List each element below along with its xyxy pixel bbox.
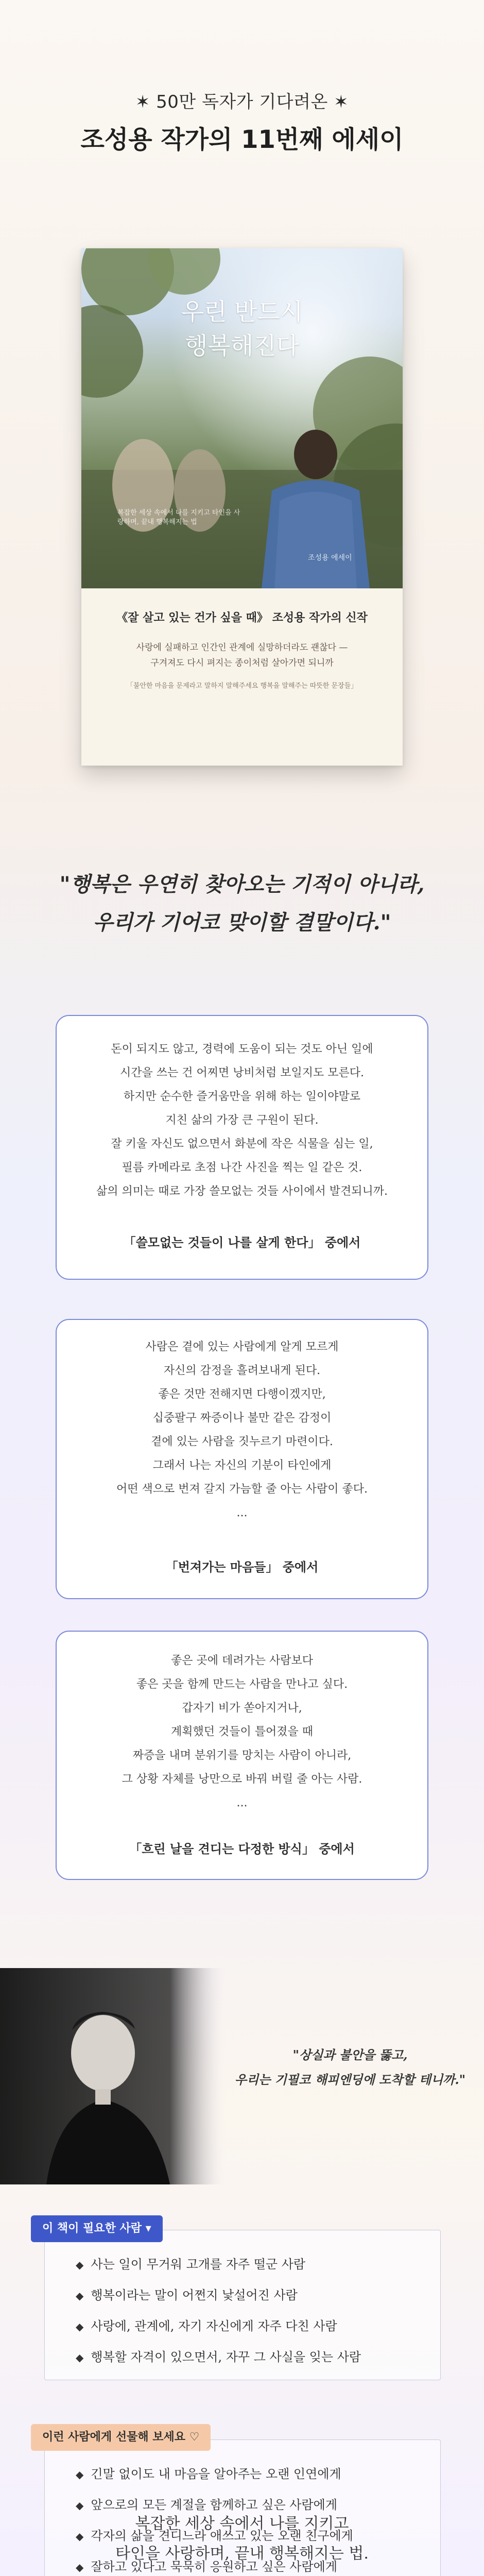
excerpt-2-source: 「번져가는 마음들」 중에서 bbox=[165, 1560, 319, 1574]
excerpt-line: 그 상황 자체를 낭만으로 바꿔 버릴 줄 아는 사람. bbox=[122, 1773, 362, 1786]
excerpt-card-3 bbox=[56, 1631, 428, 1880]
excerpt-line: 짜증을 내며 분위기를 망치는 사람이 아니라, bbox=[132, 1749, 352, 1762]
excerpt-line: 계획했던 것들이 틀어졌을 때 bbox=[170, 1725, 313, 1738]
excerpt-line: 좋은 곳에 데려가는 사람보다 bbox=[170, 1654, 313, 1667]
needs-tag: 이 책이 필요한 사람 ▾ bbox=[31, 2215, 163, 2242]
excerpt-line: 잘 키울 자신도 없으면서 화분에 작은 식물을 심는 일, bbox=[111, 1138, 373, 1150]
excerpt-card-2 bbox=[56, 1319, 428, 1599]
needs-item: ◆ 사랑에, 관계에, 자기 자신에게 자주 다친 사람 bbox=[76, 2319, 337, 2333]
excerpt-line: 사람은 곁에 있는 사람에게 알게 모르게 bbox=[145, 1341, 339, 1353]
diamond-icon: ◆ bbox=[76, 2259, 84, 2271]
excerpt-line: 자신의 감정을 흘려보내게 된다. bbox=[163, 1364, 321, 1377]
excerpt-line: ... bbox=[236, 1506, 248, 1519]
cover-blurb-title: 《잘 살고 있는 건가 싶을 때》 조성용 작가의 신작 bbox=[116, 611, 368, 624]
excerpt-line: 좋은 곳을 함께 만드는 사람을 만나고 싶다. bbox=[136, 1678, 348, 1691]
cover-blurb-line3: 「불안한 마음을 문제라고 말하지 말해주세요 행복을 말해주는 따뜻한 문장들」 bbox=[126, 682, 358, 690]
cover-small-text: 복잡한 세상 속에서 나를 지키고 타인을 사랑하며, 끝내 행복해지는 법 bbox=[117, 509, 240, 526]
excerpt-line: 그래서 나는 자신의 기분이 타인에게 bbox=[152, 1459, 332, 1472]
cover-photo bbox=[81, 248, 403, 588]
hero-quote-line2: 우리가 기어코 맞이할 결말이다." bbox=[93, 910, 391, 935]
excerpt-1-source: 「쓸모없는 것들이 나를 살게 한다」 중에서 bbox=[123, 1235, 361, 1250]
diamond-icon: ◆ bbox=[76, 2468, 84, 2481]
needs-item: ◆ 사는 일이 무거워 고개를 자주 떨군 사람 bbox=[76, 2257, 306, 2272]
excerpt-line: 삶의 의미는 때로 가장 쓸모없는 것들 사이에서 발견되니까. bbox=[96, 1185, 388, 1198]
excerpt-line: 시간을 쓰는 건 어찌면 낭비처럼 보일지도 모른다. bbox=[120, 1066, 364, 1079]
cover-author: 조성용 에세이 bbox=[308, 554, 352, 562]
headline: 조성용 작가의 11번째 에세이 bbox=[80, 125, 404, 154]
excerpt-line: ... bbox=[236, 1797, 248, 1809]
excerpt-line: 하지만 순수한 즐거움만을 위해 하는 일이야말로 bbox=[123, 1090, 360, 1103]
excerpt-line: 어떤 색으로 번져 갈지 가늠할 줄 아는 사람이 좋다. bbox=[116, 1483, 368, 1496]
excerpt-line: 필름 카메라로 초점 나간 사진을 찍는 일 같은 것. bbox=[122, 1161, 362, 1174]
book-cover bbox=[81, 248, 403, 766]
diamond-icon: ◆ bbox=[76, 2530, 84, 2543]
excerpt-line: 지친 삶의 가장 큰 구원이 된다. bbox=[165, 1114, 319, 1127]
excerpt-3-source: 「흐린 날을 견디는 다정한 방식」 중에서 bbox=[129, 1841, 355, 1856]
cover-blurb-line1: 사랑에 실패하고 인간인 관계에 실망하더라도 괜찮다 — bbox=[136, 642, 348, 653]
excerpt-1-text bbox=[57, 1038, 427, 1204]
closing-line2: 타인을 사랑하며, 끝내 행복해지는 법. bbox=[115, 2545, 369, 2563]
gift-tag: 이런 사람에게 선물해 보세요 ♡ bbox=[31, 2424, 211, 2451]
diamond-icon: ◆ bbox=[76, 2351, 84, 2364]
author-quote bbox=[221, 2043, 479, 2092]
cover-title-line2: 행복해진다 bbox=[184, 332, 300, 360]
author-photo bbox=[0, 1968, 227, 2184]
cover-blurb-line2: 구겨져도 다시 펴지는 종이처럼 살아가면 되니까 bbox=[150, 658, 334, 668]
diamond-icon: ◆ bbox=[76, 2499, 84, 2512]
needs-item: ◆ 행복할 자격이 있으면서, 자꾸 그 사실을 잊는 사람 bbox=[76, 2350, 361, 2364]
gift-item: ◆ 잘하고 있다고 묵묵히 응원하고 싶은 사람에게 bbox=[76, 2560, 338, 2574]
gift-item: ◆ 앞으로의 모든 계절을 함께하고 싶은 사람에게 bbox=[76, 2498, 338, 2512]
excerpt-line: 좋은 것만 전해지면 다행이겠지만, bbox=[158, 1388, 326, 1401]
needs-panel bbox=[44, 2230, 441, 2380]
closing-line1: 복잡한 세상 속에서 나를 지키고 bbox=[135, 2515, 349, 2533]
excerpt-card-1 bbox=[56, 1015, 428, 1280]
excerpt-3-text bbox=[57, 1649, 427, 1815]
hero-quote-line1: "행복은 우연히 찾아오는 기적이 아니라, bbox=[59, 872, 425, 896]
excerpt-line: 곁에 있는 사람을 짓누르기 마련이다. bbox=[151, 1435, 333, 1448]
needs-item: ◆ 행복이라는 말이 어쩐지 낯설어진 사람 bbox=[76, 2288, 298, 2302]
gift-item: ◆ 긴말 없이도 내 마음을 알아주는 오랜 인연에게 bbox=[76, 2467, 341, 2481]
excerpt-line: 갑자기 비가 쏟아지거나, bbox=[182, 1702, 302, 1715]
cover-lower-panel bbox=[81, 588, 403, 766]
gift-item: ◆ 각자의 삶을 견디느라 애쓰고 있는 오랜 친구에게 bbox=[76, 2529, 353, 2543]
excerpt-2-text bbox=[57, 1335, 427, 1525]
excerpt-line: 돈이 되지도 않고, 경력에 도움이 되는 것도 아닌 일에 bbox=[111, 1043, 373, 1056]
excerpt-line: 십중팔구 짜증이나 불만 같은 감정이 bbox=[152, 1412, 332, 1425]
tagline: ✶ 50만 독자가 기다려온 ✶ bbox=[135, 92, 349, 112]
closing-text bbox=[0, 2509, 484, 2569]
author-quote-line1: "상실과 불안을 뚫고, bbox=[292, 2047, 408, 2062]
diamond-icon: ◆ bbox=[76, 2320, 84, 2333]
diamond-icon: ◆ bbox=[76, 2561, 84, 2573]
diamond-icon: ◆ bbox=[76, 2290, 84, 2302]
cover-title bbox=[81, 295, 403, 363]
author-quote-line2: 우리는 기필코 해피엔딩에 도착할 테니까." bbox=[234, 2072, 466, 2087]
hero-quote bbox=[0, 866, 484, 942]
cover-title-line1: 우린 반드시 bbox=[181, 298, 303, 326]
